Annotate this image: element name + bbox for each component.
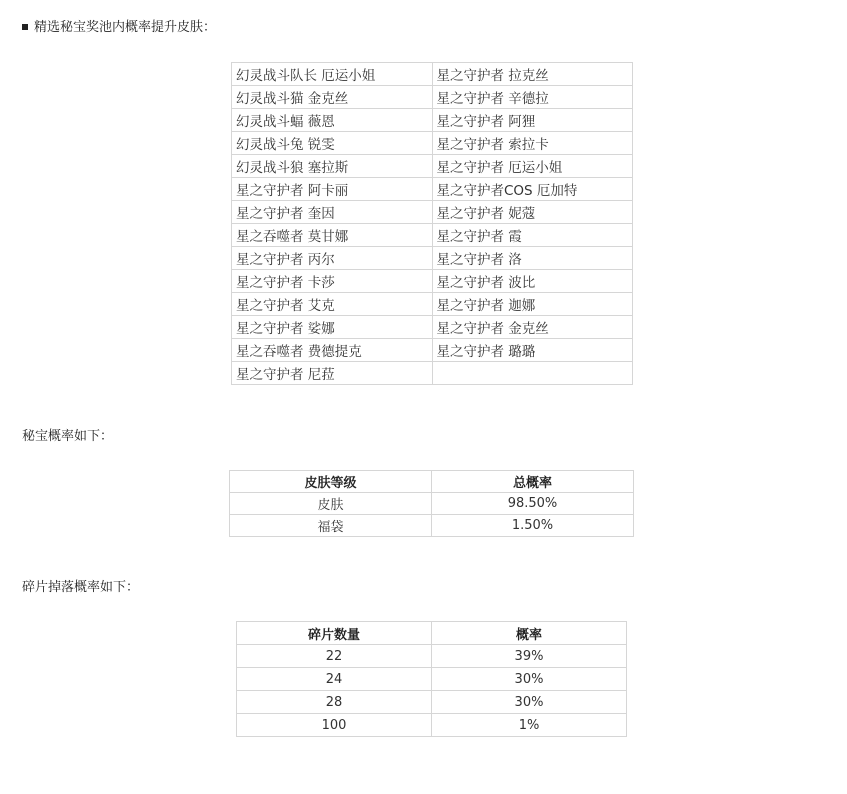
table-cell: 星之守护者 金克丝 bbox=[432, 316, 633, 339]
table-cell: 星之守护者COS 厄加特 bbox=[432, 178, 633, 201]
table-cell: 22 bbox=[237, 645, 432, 668]
table-row bbox=[237, 714, 627, 737]
table-row bbox=[232, 247, 633, 270]
table-cell: 1% bbox=[432, 714, 627, 737]
table-cell: 星之守护者 索拉卡 bbox=[432, 132, 633, 155]
table-row bbox=[232, 132, 633, 155]
table-row bbox=[232, 362, 633, 385]
table-cell: 幻灵战斗狼 塞拉斯 bbox=[232, 155, 433, 178]
table-cell bbox=[432, 362, 633, 385]
section-title-probability: 秘宝概率如下： bbox=[22, 429, 114, 444]
column-header-total-probability: 总概率 bbox=[432, 471, 634, 493]
section-title-shards: 碎片掉落概率如下： bbox=[22, 580, 140, 595]
table-cell: 星之守护者 奎因 bbox=[232, 201, 433, 224]
table-row bbox=[230, 515, 634, 537]
table-row bbox=[232, 339, 633, 362]
section-title-skins bbox=[22, 16, 216, 35]
table-cell: 28 bbox=[237, 691, 432, 714]
probability-table bbox=[229, 470, 634, 537]
table-cell: 24 bbox=[237, 668, 432, 691]
table-cell: 100 bbox=[237, 714, 432, 737]
table-cell: 98.50% bbox=[432, 493, 634, 515]
table-cell: 星之守护者 娑娜 bbox=[232, 316, 433, 339]
table-cell: 星之守护者 丙尔 bbox=[232, 247, 433, 270]
table-row bbox=[232, 270, 633, 293]
table-cell: 星之吞噬者 莫甘娜 bbox=[232, 224, 433, 247]
table-row bbox=[232, 178, 633, 201]
table-cell: 星之守护者 霞 bbox=[432, 224, 633, 247]
table-row bbox=[232, 293, 633, 316]
table-cell: 1.50% bbox=[432, 515, 634, 537]
table-cell: 星之守护者 璐璐 bbox=[432, 339, 633, 362]
table-cell: 星之守护者 妮蔻 bbox=[432, 201, 633, 224]
table-cell: 星之守护者 辛德拉 bbox=[432, 86, 633, 109]
table-row bbox=[232, 224, 633, 247]
table-cell: 皮肤 bbox=[230, 493, 432, 515]
table-cell: 星之守护者 波比 bbox=[432, 270, 633, 293]
table-row bbox=[237, 691, 627, 714]
column-header-probability: 概率 bbox=[432, 622, 627, 645]
section-title-skins-text: 精选秘宝奖池内概率提升皮肤： bbox=[34, 20, 217, 35]
bullet-square-icon bbox=[22, 24, 28, 30]
table-row bbox=[232, 316, 633, 339]
table-row bbox=[232, 155, 633, 178]
table-row bbox=[232, 201, 633, 224]
table-cell: 星之守护者 尼菈 bbox=[232, 362, 433, 385]
table-cell: 星之守护者 卡莎 bbox=[232, 270, 433, 293]
table-row bbox=[232, 63, 633, 86]
table-cell: 星之守护者 迦娜 bbox=[432, 293, 633, 316]
table-cell: 星之守护者 阿卡丽 bbox=[232, 178, 433, 201]
shard-drop-table bbox=[236, 621, 627, 737]
table-cell: 30% bbox=[432, 691, 627, 714]
table-cell: 39% bbox=[432, 645, 627, 668]
table-cell: 幻灵战斗兔 锐雯 bbox=[232, 132, 433, 155]
table-row bbox=[232, 109, 633, 132]
table-header-row bbox=[230, 471, 634, 493]
table-cell: 幻灵战斗队长 厄运小姐 bbox=[232, 63, 433, 86]
skin-table bbox=[231, 62, 633, 385]
table-cell: 幻灵战斗猫 金克丝 bbox=[232, 86, 433, 109]
table-cell: 星之守护者 厄运小姐 bbox=[432, 155, 633, 178]
table-cell: 星之守护者 艾克 bbox=[232, 293, 433, 316]
table-row bbox=[230, 493, 634, 515]
table-cell: 星之吞噬者 费德提克 bbox=[232, 339, 433, 362]
table-row bbox=[232, 86, 633, 109]
table-row bbox=[237, 645, 627, 668]
table-cell: 幻灵战斗蝠 薇恩 bbox=[232, 109, 433, 132]
table-cell: 星之守护者 阿狸 bbox=[432, 109, 633, 132]
column-header-shard-count: 碎片数量 bbox=[237, 622, 432, 645]
table-cell: 星之守护者 拉克丝 bbox=[432, 63, 633, 86]
table-row bbox=[237, 668, 627, 691]
table-cell: 福袋 bbox=[230, 515, 432, 537]
table-cell: 30% bbox=[432, 668, 627, 691]
table-header-row bbox=[237, 622, 627, 645]
column-header-skin-tier: 皮肤等级 bbox=[230, 471, 432, 493]
table-cell: 星之守护者 洛 bbox=[432, 247, 633, 270]
